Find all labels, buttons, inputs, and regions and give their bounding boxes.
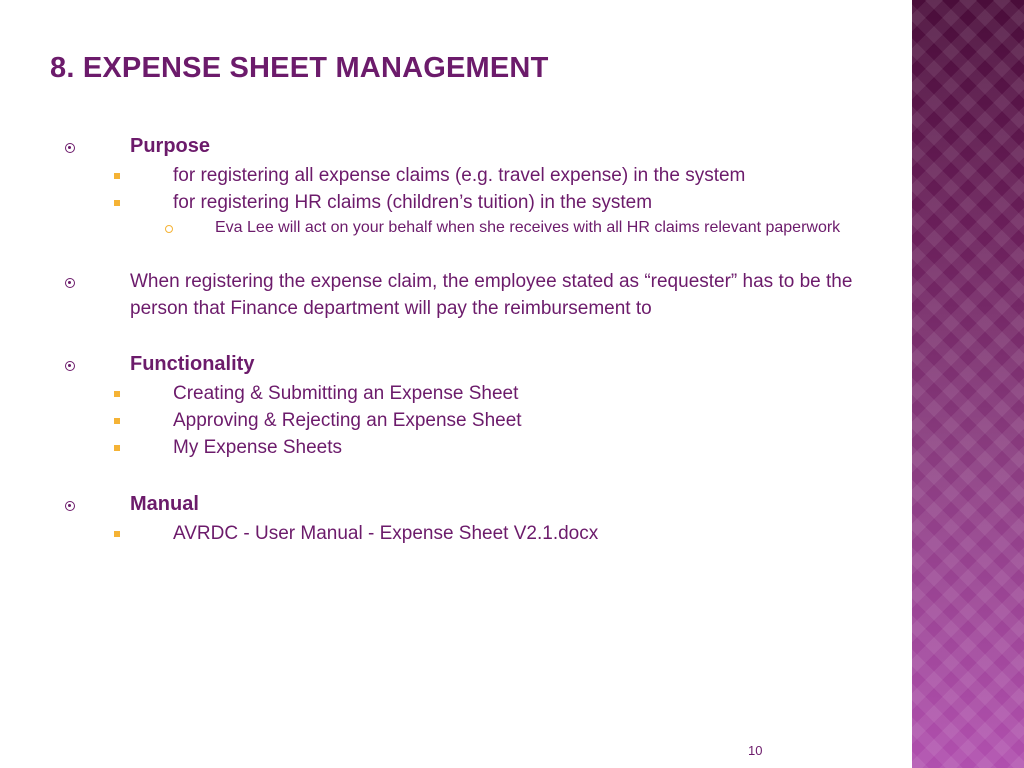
square-bullet-icon	[114, 200, 120, 206]
functionality-item-1: Creating & Submitting an Expense Sheet	[173, 383, 519, 404]
slide-title: 8. EXPENSE SHEET MANAGEMENT	[50, 52, 549, 84]
circle-bullet-icon	[65, 278, 75, 288]
purpose-item-2: for registering HR claims (children’s tuition) in the system	[173, 192, 653, 213]
requester-note: When registering the expense claim, the employee stated as “requester” has to be the person that Finance department will pay the reimbursement to	[130, 271, 853, 319]
functionality-item-3: My Expense Sheets	[173, 437, 342, 458]
manual-item-1: AVRDC - User Manual - Expense Sheet V2.1.docx	[173, 523, 599, 544]
decorative-band	[912, 0, 1024, 768]
manual-heading: Manual	[130, 493, 199, 515]
square-bullet-icon	[114, 445, 120, 451]
page-number: 10	[748, 743, 763, 758]
purpose-heading: Purpose	[130, 135, 211, 157]
purpose-subitem: Eva Lee will act on your behalf when she receives with all HR claims relevant paperwork	[215, 219, 841, 236]
square-bullet-icon	[114, 391, 120, 397]
square-bullet-icon	[114, 531, 120, 537]
square-bullet-icon	[114, 173, 120, 179]
functionality-heading: Functionality	[130, 353, 255, 375]
purpose-item-1: for registering all expense claims (e.g. travel expense) in the system	[173, 165, 746, 186]
circle-bullet-icon	[65, 143, 75, 153]
circle-bullet-icon	[65, 361, 75, 371]
circle-bullet-icon	[65, 501, 75, 511]
ring-bullet-icon	[165, 225, 173, 233]
functionality-item-2: Approving & Rejecting an Expense Sheet	[173, 410, 522, 431]
square-bullet-icon	[114, 418, 120, 424]
